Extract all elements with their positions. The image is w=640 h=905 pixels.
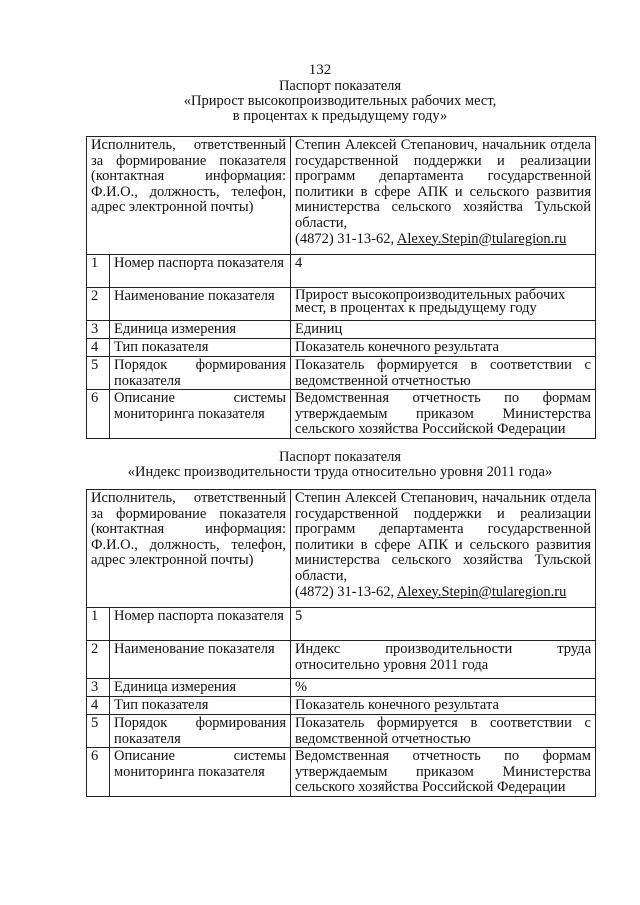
- passport-1-heading: Паспорт показателя: [278, 78, 402, 94]
- executor-phone: (4872) 31-13-62,: [295, 583, 397, 600]
- row-number: 5: [87, 715, 110, 748]
- executor-row: [87, 490, 596, 608]
- table-row: [87, 748, 596, 797]
- row-label: Описание системы мониторинга показателя: [110, 748, 291, 797]
- row-number: 5: [87, 357, 110, 390]
- table-row: [87, 679, 596, 697]
- row-value: Прирост высокопроизводительных рабочих мест, в процентах к предыдущему году: [291, 288, 596, 321]
- table-row: [87, 715, 596, 748]
- row-label: Единица измерения: [110, 679, 291, 697]
- row-value: Показатель формируется в соответствии с ведомственной отчетностью: [291, 715, 596, 748]
- passport-2-subtitle-line1: «Индекс производительности труда относительно уровня 2011 года»: [127, 464, 553, 480]
- table-row: [87, 608, 596, 641]
- row-label: Номер паспорта показателя: [110, 255, 291, 288]
- row-number: 2: [87, 288, 110, 321]
- table-row: [87, 321, 596, 339]
- executor-value: [291, 490, 596, 608]
- executor-email-link[interactable]: Alexey.Stepin@tularegion.ru: [396, 583, 567, 600]
- passport-2-table: [86, 489, 596, 797]
- row-number: 1: [87, 255, 110, 288]
- row-value: Единиц: [291, 321, 596, 339]
- row-label: Наименование показателя: [110, 641, 291, 679]
- row-value: Ведомственная отчетность по формам утверждаемым приказом Министерства сельского хозяйства Российской Федерации: [291, 748, 596, 797]
- row-value: Ведомственная отчетность по формам утверждаемым приказом Министерства сельского хозяйства Российской Федерации: [291, 390, 596, 439]
- row-number: 6: [87, 390, 110, 439]
- table-row: [87, 390, 596, 439]
- row-label: Наименование показателя: [110, 288, 291, 321]
- executor-label: Исполнитель, ответственный за формирование показателя (контактная информация: Ф.И.О., должность, телефон, адрес электронной почты): [87, 490, 291, 608]
- executor-phone: (4872) 31-13-62,: [295, 230, 397, 247]
- passport-1-table: [86, 136, 596, 439]
- table-row: [87, 339, 596, 357]
- executor-contact: [295, 585, 591, 601]
- row-value: %: [291, 679, 596, 697]
- row-value: Показатель формируется в соответствии с ведомственной отчетностью: [291, 357, 596, 390]
- table-row: [87, 357, 596, 390]
- row-number: 2: [87, 641, 110, 679]
- passport-2-title: [60, 450, 620, 480]
- page-number: 132: [308, 62, 332, 78]
- executor-label: Исполнитель, ответственный за формирование показателя (контактная информация: Ф.И.О., должность, телефон, адрес электронной почты): [87, 137, 291, 255]
- executor-name: Степин Алексей Степанович, начальник отдела государственной поддержки и реализации программ департамента государственной политики в сфере АПК и сельского развития министерства сельского хозяйства Тульской области,: [295, 137, 591, 231]
- row-number: 4: [87, 339, 110, 357]
- row-number: 3: [87, 321, 110, 339]
- passport-1-subtitle-line1: «Прирост высокопроизводительных рабочих мест,: [183, 93, 497, 109]
- table-row: [87, 288, 596, 321]
- passport-1-subtitle-line2: в процентах к предыдущему году»: [232, 108, 448, 124]
- row-value: Индекс производительности труда относительно уровня 2011 года: [291, 641, 596, 679]
- row-label: Номер паспорта показателя: [110, 608, 291, 641]
- row-value: 5: [291, 608, 596, 641]
- row-value: Показатель конечного результата: [291, 697, 596, 715]
- table-row: [87, 697, 596, 715]
- row-number: 6: [87, 748, 110, 797]
- executor-row: [87, 137, 596, 255]
- passport-2-heading: Паспорт показателя: [278, 449, 402, 465]
- row-number: 4: [87, 697, 110, 715]
- row-label: Единица измерения: [110, 321, 291, 339]
- table-row: [87, 641, 596, 679]
- row-value: 4: [291, 255, 596, 288]
- executor-name: Степин Алексей Степанович, начальник отдела государственной поддержки и реализации программ департамента государственной политики в сфере АПК и сельского развития министерства сельского хозяйства Тульской области,: [295, 490, 591, 584]
- row-label: Порядок формирования показателя: [110, 715, 291, 748]
- passport-1-title: [60, 79, 620, 124]
- executor-value: [291, 137, 596, 255]
- row-number: 3: [87, 679, 110, 697]
- table-row: [87, 255, 596, 288]
- executor-contact: [295, 232, 591, 248]
- row-number: 1: [87, 608, 110, 641]
- row-label: Тип показателя: [110, 339, 291, 357]
- row-label: Тип показателя: [110, 697, 291, 715]
- row-label: Порядок формирования показателя: [110, 357, 291, 390]
- row-label: Описание системы мониторинга показателя: [110, 390, 291, 439]
- row-value: Показатель конечного результата: [291, 339, 596, 357]
- executor-email-link[interactable]: Alexey.Stepin@tularegion.ru: [396, 230, 567, 247]
